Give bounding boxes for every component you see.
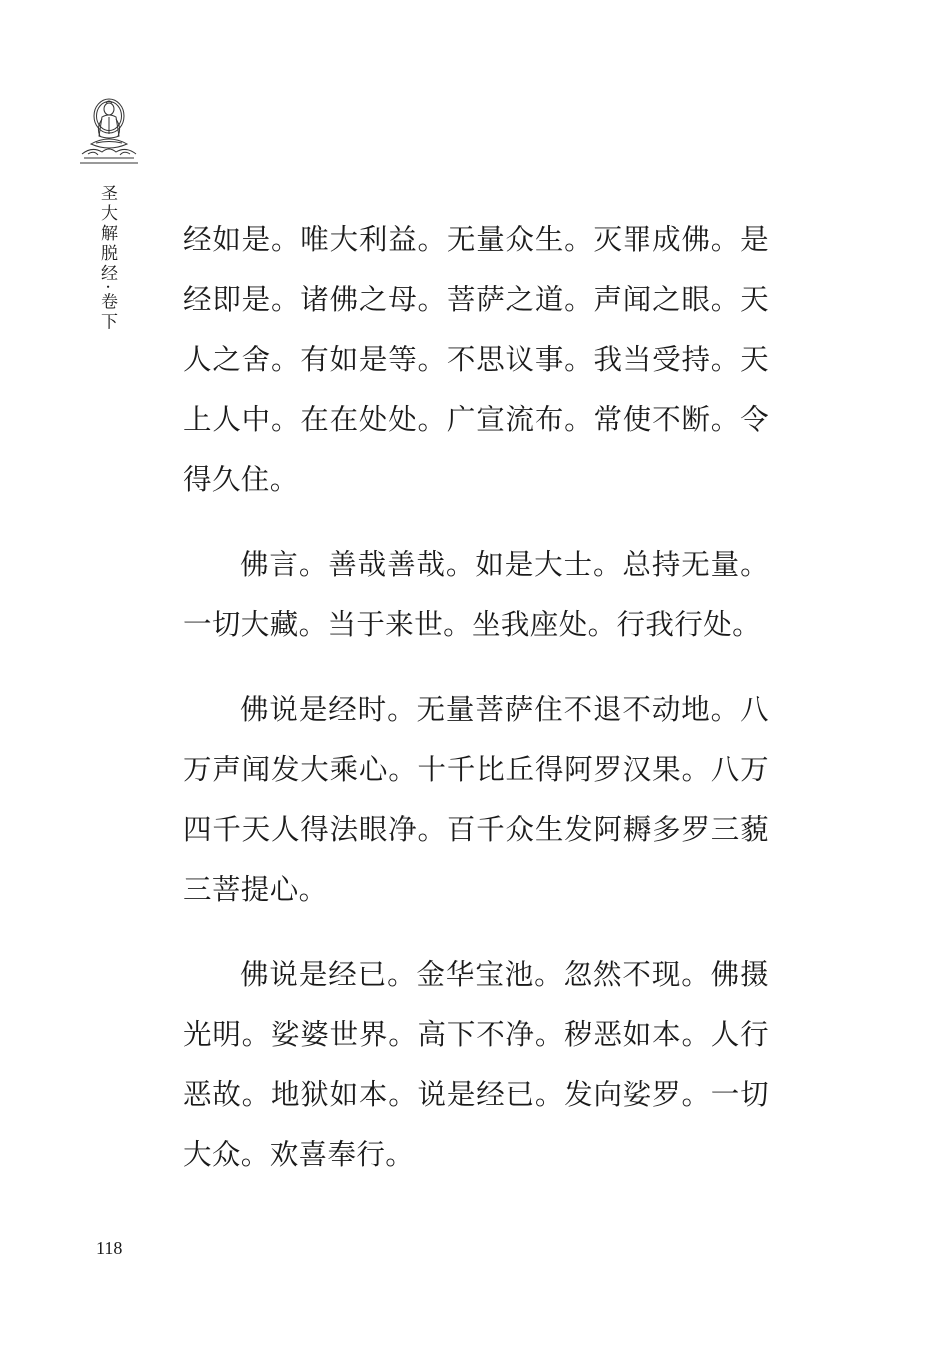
- buddha-emblem-icon: [74, 88, 144, 168]
- running-header-title: 圣大解脱经·卷下: [97, 184, 117, 333]
- page-number: 118: [96, 1238, 123, 1258]
- main-text: [183, 210, 769, 1185]
- paragraph-4: 佛说是经已。金华宝池。忽然不现。佛摄光明。娑婆世界。高下不净。秽恶如本。人行恶故。地狱如本。说是经已。发向娑罗。一切大众。欢喜奉行。: [183, 958, 769, 1171]
- paragraph-2: 佛言。善哉善哉。如是大士。总持无量。一切大藏。当于来世。坐我座处。行我行处。: [183, 548, 769, 641]
- paragraph-3: 佛说是经时。无量菩萨住不退不动地。八万声闻发大乘心。十千比丘得阿罗汉果。八万四千天人得法眼净。百千众生发阿耨多罗三藐三菩提心。: [183, 693, 769, 906]
- paragraph-1: 经如是。唯大利益。无量众生。灭罪成佛。是经即是。诸佛之母。菩萨之道。声闻之眼。天人之舍。有如是等。不思议事。我当受持。天上人中。在在处处。广宣流布。常使不断。令得久住。: [183, 223, 769, 496]
